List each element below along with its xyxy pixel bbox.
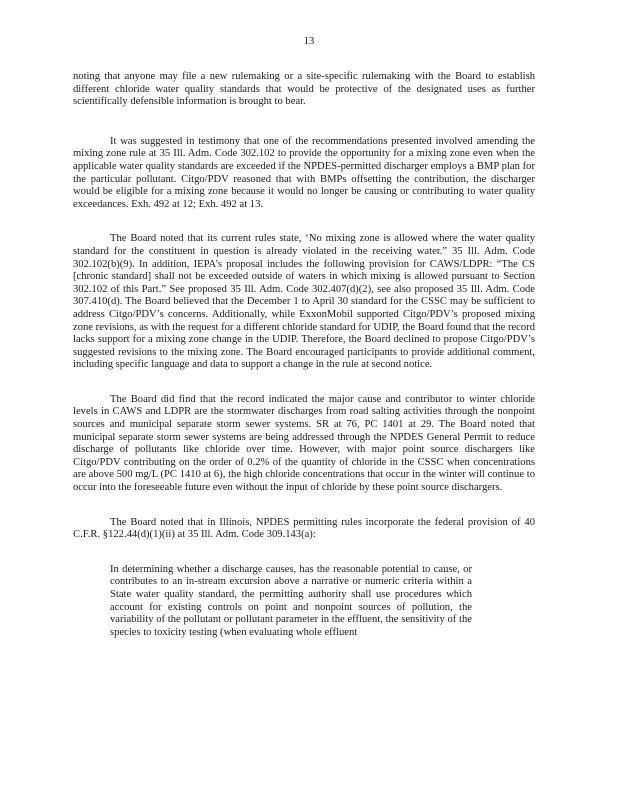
page-number: 13 — [303, 36, 315, 47]
paragraph-board-current-rules: The Board noted that its current rules state, ‘No mixing zone is allowed where the water quality standard for the constituent in question is already violated in the receiving water.” 35 Ill. Adm. Code 302.102(b)(9). In addition, IEPA’s proposal includes the following provision for CAWS/LDPR: “The CS [chronic standard] shall not be exceeded outside of waters in which mixing is allowed pursuant to Section 302.102 of this Part.” See proposed 35 Ill. Adm. Code 302.407(d)(2), see also proposed 35 Ill. Adm. Code 307.410(d). The Board believed that the December 1 to April 30 standard for the CSSC may be sufficient to address Citgo/PDV’s concerns. Additionally, while ExxonMobil supported Citgo/PDV’s proposed mixing zone revisions, as with the request for a different chloride standard for UDIP, the Board found that the record lacks support for a mixing zone change in the UDIP. Therefore, the Board declined to propose Citgo/PDV’s suggested revisions to the mixing zone. The Board encouraged participants to provide additional comment, including specific language and data to support a change in the rule at second notice. — [73, 233, 535, 371]
document-body — [73, 71, 535, 639]
paragraph-npdes-provision: The Board noted that in Illinois, NPDES permitting rules incorporate the federal provision of 40 C.F.R. §122.44(d)(1)(ii) at 35 Ill. Adm. Code 309.143(a): — [73, 516, 535, 541]
paragraph-continuation: noting that anyone may file a new rulemaking or a site-specific rulemaking with the Board to establish different chloride water quality standards that would be protective of the designated uses as further scientifically defensible information is brought to bear. — [73, 71, 535, 108]
block-quote-cfr: In determining whether a discharge causes, has the reasonable potential to cause, or contributes to an in-stream excursion above a narrative or numeric criteria within a State water quality standard, the permitting authority shall use procedures which account for existing controls on point and nonpoint sources of pollution, the variability of the pollutant or pollutant parameter in the effluent, the sensitivity of the species to toxicity testing (when evaluating whole effluent — [110, 563, 472, 638]
paragraph-mixing-zone-testimony: It was suggested in testimony that one of the recommendations presented involved amending the mixing zone rule at 35 Ill. Adm. Code 302.102 to provide the opportunity for a mixing zone even when the applicable water quality standards are exceeded if the NPDES-permitted discharger employs a BMP plan for the particular pollutant. Citgo/PDV reasoned that with BMPs offsetting the contribution, the discharger would be eligible for a mixing zone because it would no longer be causing or contributing to water quality exceedances. Exh. 492 at 12; Exh. 492 at 13. — [73, 135, 535, 210]
paragraph-stormwater-findings: The Board did find that the record indicated the major cause and contributor to winter chloride levels in CAWS and LDPR are the stormwater discharges from road salting activities through the nonpoint sources and municipal separate storm sewer systems. SR at 76, PC 1401 at 29. The Board noted that municipal separate storm sewer systems are being addressed through the NPDES General Permit to reduce discharge of pollutants like chloride over time. However, with major point source dischargers like Citgo/PDV contributing on the order of 0.2% of the quantity of chloride in the CSSC when concentrations are above 500 mg/L (PC 1410 at 6), the high chloride concentrations that occur in the winter will continue to occur into the foreseeable future even without the input of chloride by these point source dischargers. — [73, 393, 535, 494]
